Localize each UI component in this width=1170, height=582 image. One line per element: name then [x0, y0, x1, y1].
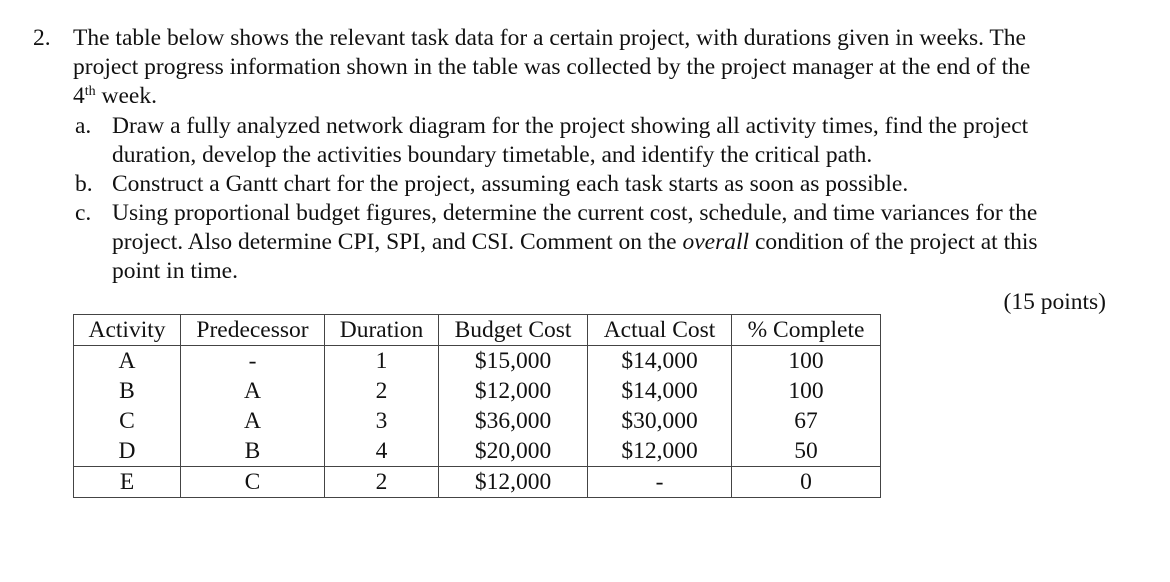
part-a-label: a. — [75, 113, 92, 139]
intro-week-tail: week. — [95, 83, 157, 109]
intro-week-number: 4 — [73, 83, 85, 109]
intro-line-2: project progress information shown in the table was collected by the project manager at the end of the — [73, 54, 1031, 80]
intro-line-1: The table below shows the relevant task data for a certain project, with durations given in weeks. The — [73, 25, 1026, 51]
cell-predecessor: B — [181, 436, 325, 467]
cell-actual-cost: $14,000 — [588, 376, 732, 406]
cell-actual-cost: - — [588, 467, 732, 498]
cell-budget-cost: $36,000 — [439, 406, 588, 436]
cell-actual-cost: $14,000 — [588, 346, 732, 377]
cell-budget-cost: $12,000 — [439, 376, 588, 406]
cell-duration: 3 — [325, 406, 439, 436]
header-duration: Duration — [325, 315, 439, 346]
header-predecessor: Predecessor — [181, 315, 325, 346]
intro-line-3 — [73, 82, 1113, 111]
cell-activity: C — [74, 406, 181, 436]
part-c-emphasis: overall — [682, 229, 750, 255]
table-row — [74, 346, 881, 377]
cell-predecessor: A — [181, 376, 325, 406]
part-c-line-2-start: project. Also determine CPI, SPI, and CSI. Comment on the — [112, 229, 683, 255]
cell-predecessor: A — [181, 406, 325, 436]
cell-percent-complete: 100 — [732, 346, 881, 377]
header-actual-cost: Actual Cost — [588, 315, 732, 346]
part-c-line-3: point in time. — [112, 258, 238, 284]
table-row — [74, 467, 881, 498]
cell-percent-complete: 67 — [732, 406, 881, 436]
intro-week-suffix: th — [84, 84, 96, 99]
part-c-line-2-end: condition of the project at this — [749, 229, 1038, 255]
part-a-line-2: duration, develop the activities boundary timetable, and identify the critical path. — [112, 142, 873, 168]
cell-percent-complete: 100 — [732, 376, 881, 406]
cell-budget-cost: $15,000 — [439, 346, 588, 377]
question-number: 2. — [33, 25, 51, 51]
header-activity: Activity — [74, 315, 181, 346]
part-a-line-1: Draw a fully analyzed network diagram for the project showing all activity times, find the project — [112, 113, 1029, 139]
cell-duration: 4 — [325, 436, 439, 467]
cell-actual-cost: $12,000 — [588, 436, 732, 467]
table-row — [74, 376, 881, 406]
cell-actual-cost: $30,000 — [588, 406, 732, 436]
table-row — [74, 406, 881, 436]
part-b-line-1: Construct a Gantt chart for the project, assuming each task starts as soon as possible. — [112, 171, 909, 197]
header-percent-complete: % Complete — [732, 315, 881, 346]
part-c-label: c. — [75, 200, 92, 226]
cell-duration: 2 — [325, 467, 439, 498]
cell-budget-cost: $20,000 — [439, 436, 588, 467]
cell-percent-complete: 50 — [732, 436, 881, 467]
cell-percent-complete: 0 — [732, 467, 881, 498]
cell-activity: B — [74, 376, 181, 406]
question-intro — [73, 24, 1113, 111]
table-row — [74, 436, 881, 467]
task-data-table — [73, 314, 881, 498]
cell-predecessor: C — [181, 467, 325, 498]
cell-predecessor: - — [181, 346, 325, 377]
cell-activity: A — [74, 346, 181, 377]
table-header-row — [74, 315, 881, 346]
cell-activity: E — [74, 467, 181, 498]
cell-budget-cost: $12,000 — [439, 467, 588, 498]
part-c-line-2 — [112, 228, 1112, 257]
part-c-line-1: Using proportional budget figures, determine the current cost, schedule, and time variances for the — [112, 200, 1038, 226]
cell-duration: 2 — [325, 376, 439, 406]
part-b-label: b. — [75, 171, 93, 197]
cell-activity: D — [74, 436, 181, 467]
cell-duration: 1 — [325, 346, 439, 377]
header-budget-cost: Budget Cost — [439, 315, 588, 346]
points-label: (15 points) — [1003, 289, 1106, 315]
